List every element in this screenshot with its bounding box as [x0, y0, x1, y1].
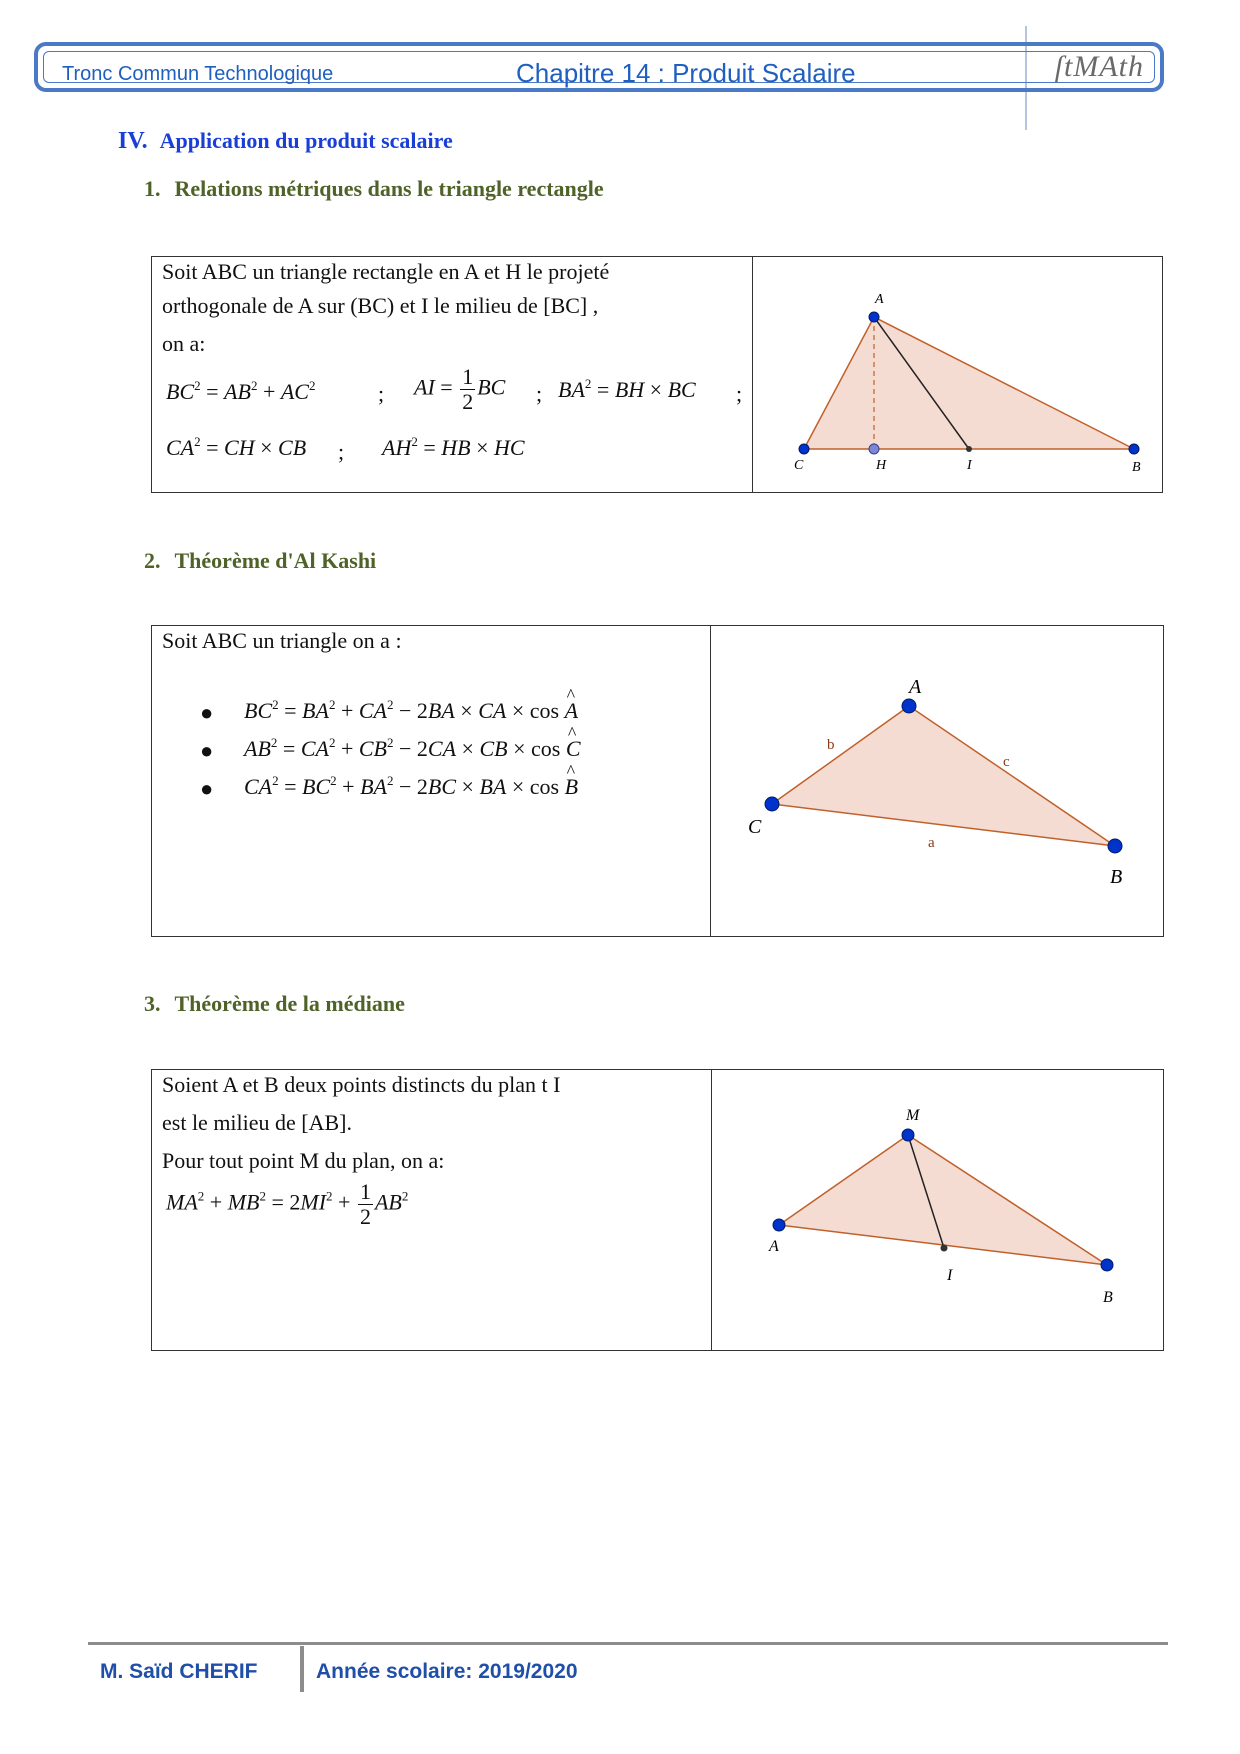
- formula-al-kashi-b: $CA^2 = BC^2 + BA^2 - 2BC$ × BA × cos ^ B: [244, 774, 578, 798]
- formula-median-half: AI = $\frac{1}{2}$ BC: [414, 364, 506, 415]
- label-side-a: a: [928, 835, 935, 851]
- formula-ah-squared: $AH^2$ = HB × HC: [382, 434, 525, 460]
- header-chapter-title: Chapitre 14 : Produit Scalaire: [516, 58, 856, 88]
- metric-relations-box: [151, 256, 1163, 493]
- subsection-2-title: Théorème d'Al Kashi: [174, 548, 377, 573]
- subsection-1-title: Relations métriques dans le triangle rectangle: [174, 176, 604, 201]
- formula-ca-squared: $CA^2$ = CH × CB: [166, 434, 307, 460]
- bullet-2: ●: [200, 738, 214, 763]
- footer-author: M. Saïd CHERIF: [100, 1660, 258, 1683]
- footer-rule: [88, 1642, 1168, 1645]
- label-b: B: [1110, 866, 1123, 888]
- formula-separator: ;: [536, 381, 543, 406]
- metric-box-divider: [752, 257, 753, 492]
- metric-text-line3: on a:: [162, 331, 206, 356]
- median-line3: Pour tout point M du plan, on a:: [162, 1148, 445, 1173]
- label-h: H: [876, 458, 887, 473]
- label-i: I: [947, 1267, 953, 1284]
- header-class-name: Tronc Commun Technologique: [62, 63, 334, 85]
- point-a: [902, 699, 916, 713]
- label-side-b: b: [827, 737, 835, 753]
- point-b: [1108, 839, 1122, 853]
- median-box-divider: [711, 1070, 712, 1350]
- subsection-1-heading: [144, 176, 604, 202]
- al-kashi-box: [151, 625, 1164, 937]
- page-header: [34, 42, 1164, 92]
- subsection-1-number: 1.: [144, 176, 161, 201]
- metric-text-line2: orthogonale de A sur (BC) et I le milieu de [BC] ,: [162, 293, 599, 318]
- subsection-2-heading: [144, 548, 376, 574]
- subsection-3-title: Théorème de la médiane: [174, 991, 405, 1016]
- bullet-1: ●: [200, 700, 214, 725]
- point-c: [765, 797, 779, 811]
- subsection-3-number: 3.: [144, 991, 161, 1016]
- label-m: M: [906, 1107, 920, 1124]
- formula-al-kashi-a: $BC^2 = BA^2 + CA^2 - 2BA$ × CA × cos ^ A: [244, 698, 578, 722]
- label-b: B: [1132, 460, 1141, 475]
- formula-ba-squared: $BA^2$ = BH × BC: [558, 376, 696, 402]
- formula-pythagore: $BC^2 = AB^2 + AC^2$: [166, 378, 316, 404]
- formula-median: $MA^2 + MB^2 = 2MI^2$ + $\frac{1}{2}$ $AB^2$: [166, 1179, 409, 1230]
- point-i: [966, 446, 972, 452]
- point-b: [1129, 444, 1139, 454]
- point-b: [1101, 1259, 1113, 1271]
- bullet-3: ●: [200, 776, 214, 801]
- triangle-abc: [804, 317, 1134, 449]
- subsection-2-number: 2.: [144, 548, 161, 573]
- label-a: A: [909, 676, 922, 698]
- right-triangle-figure: [754, 257, 1162, 491]
- point-a: [869, 312, 879, 322]
- point-h: [869, 444, 879, 454]
- median-theorem-box: [151, 1069, 1164, 1351]
- header-logo: ſtMAth: [1054, 50, 1144, 83]
- point-a: [773, 1219, 785, 1231]
- median-line1: Soient A et B deux points distincts du plan t I: [162, 1072, 561, 1097]
- formula-al-kashi-c: $AB^2 = CA^2 + CB^2 - 2CA$ × CB × cos ^ C: [244, 736, 581, 760]
- point-c: [799, 444, 809, 454]
- label-c: C: [748, 816, 762, 838]
- point-i: [941, 1245, 948, 1252]
- section-number: IV.: [118, 128, 148, 154]
- label-side-c: c: [1003, 754, 1010, 770]
- label-b: B: [1103, 1289, 1113, 1306]
- al-kashi-figure: [712, 626, 1162, 935]
- formula-separator: ;: [338, 439, 345, 464]
- formula-separator: ;: [736, 381, 743, 406]
- footer-separator: [300, 1646, 304, 1692]
- al-kashi-box-divider: [710, 626, 711, 936]
- median-line2: est le milieu de [AB].: [162, 1110, 353, 1135]
- median-figure: [713, 1070, 1163, 1349]
- subsection-3-heading: [144, 991, 405, 1017]
- section-title: Application du produit scalaire: [159, 128, 453, 153]
- point-m: [902, 1129, 914, 1141]
- metric-text-line1: Soit ABC un triangle rectangle en A et H le projeté: [162, 259, 610, 284]
- triangle-abc-general: [772, 706, 1115, 846]
- formula-separator: ;: [378, 381, 385, 406]
- label-a: A: [875, 292, 884, 307]
- label-a: A: [769, 1238, 779, 1255]
- label-c: C: [794, 458, 804, 473]
- footer-school-year: Année scolaire: 2019/2020: [316, 1660, 578, 1683]
- label-i: I: [967, 458, 972, 473]
- al-kashi-intro: Soit ABC un triangle on a :: [162, 628, 402, 653]
- section-heading: [118, 128, 453, 155]
